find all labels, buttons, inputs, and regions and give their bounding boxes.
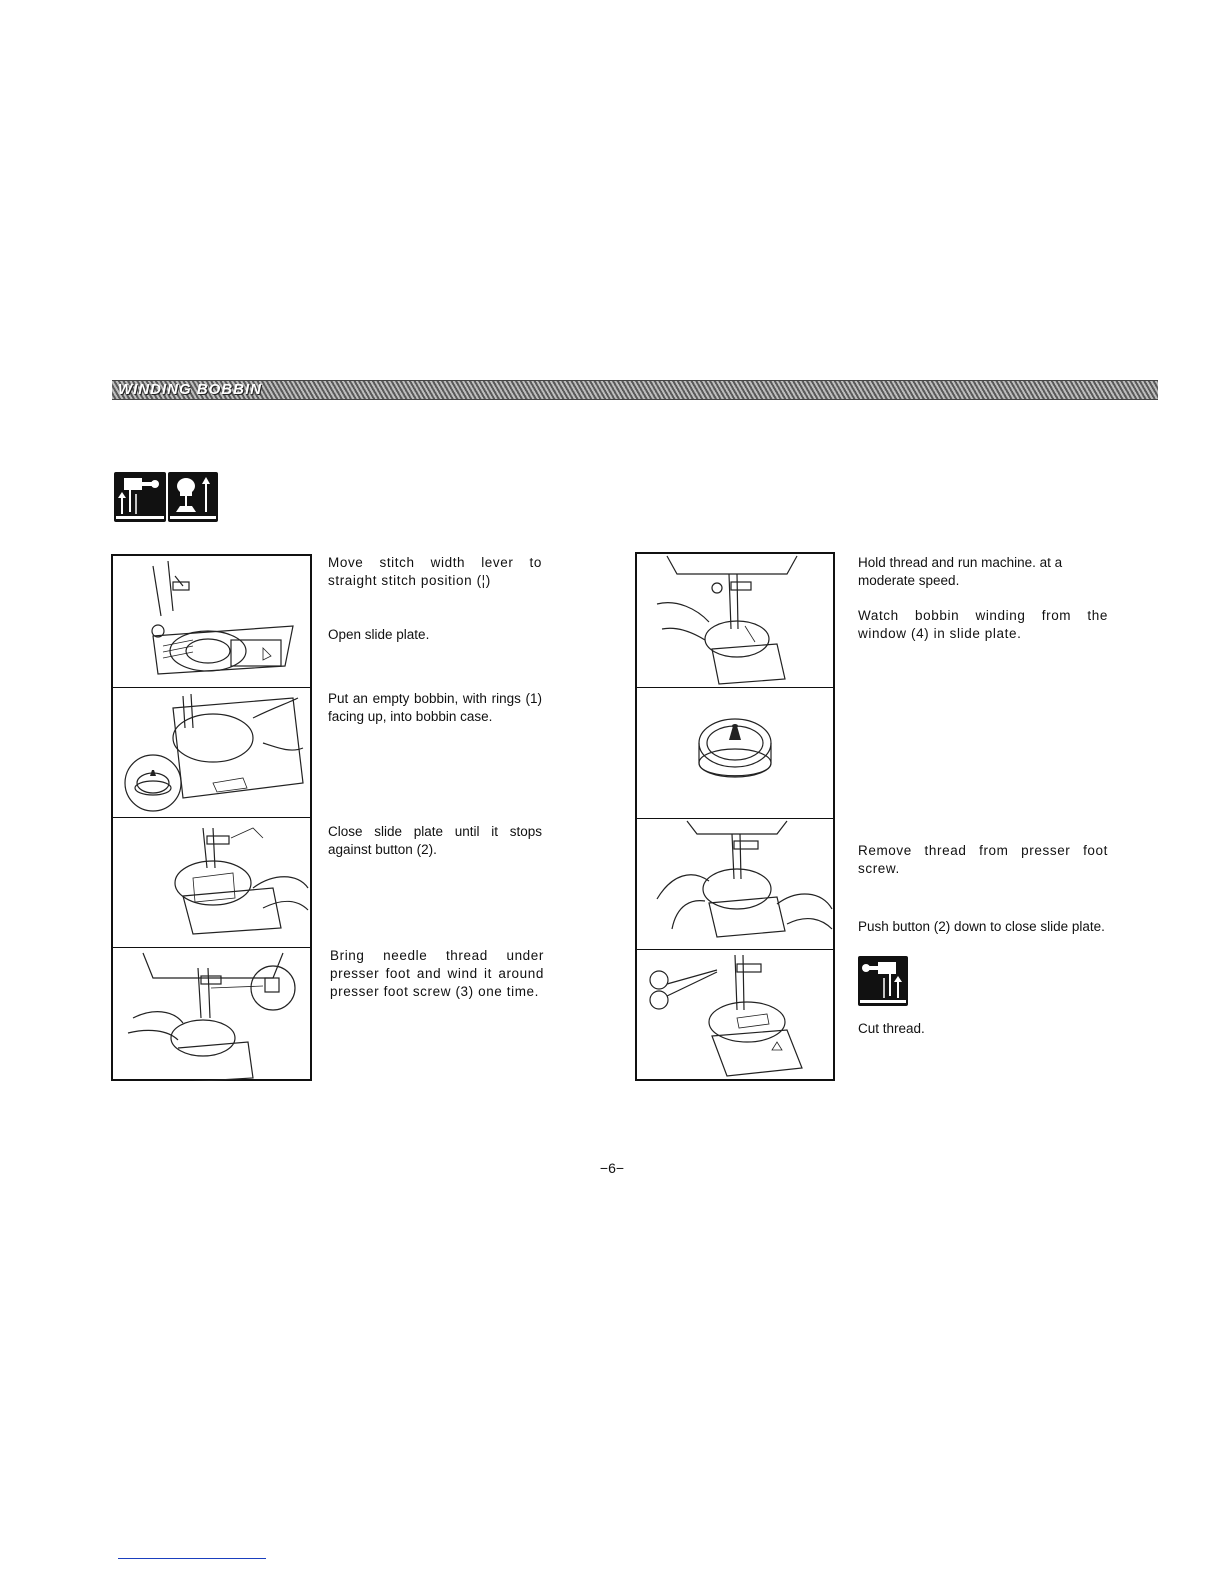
needle-up-icon <box>114 472 166 522</box>
step-move-stitch-lever: Move stitch width lever to straight stitch position (¦) <box>328 555 542 588</box>
step-open-slide-plate: Open slide plate. <box>328 627 430 642</box>
illustration-run-machine <box>637 554 833 687</box>
illustration-cut-thread <box>637 949 833 1081</box>
step-insert-bobbin: Put an empty bobbin, with rings (1) facing up, into bobbin case. <box>328 691 542 724</box>
illustration-wind-thread <box>113 947 310 1081</box>
illustration-stitch-lever <box>113 556 310 687</box>
section-title: WINDING BOBBIN <box>118 381 262 398</box>
step-cut-thread: Cut thread. <box>858 1021 925 1036</box>
right-illustration-panel <box>635 552 835 1081</box>
presser-foot-up-icon <box>168 472 218 522</box>
illustration-wound-bobbin <box>637 687 833 818</box>
step-watch-winding: Watch bobbin winding from the window (4) in slide plate. <box>858 608 1108 641</box>
illustration-bobbin-case <box>113 687 310 817</box>
step-wind-thread: Bring needle thread under presser foot and wind it around presser foot screw (3) one time. <box>330 948 544 999</box>
footer-rule <box>118 1558 266 1559</box>
illustration-close-slide-plate <box>113 817 310 947</box>
illustration-remove-thread <box>637 818 833 949</box>
needle-up-icon <box>858 956 908 1006</box>
step-push-button: Push button (2) down to close slide plate. <box>858 919 1105 934</box>
step-run-machine: Hold thread and run machine. at a moderate speed. <box>858 555 1063 588</box>
step-remove-thread: Remove thread from presser foot screw. <box>858 843 1108 876</box>
section-banner <box>112 380 1158 400</box>
step-close-slide-plate: Close slide plate until it stops against button (2). <box>328 824 542 857</box>
page-number: −6− <box>599 1160 625 1176</box>
left-illustration-panel <box>111 554 312 1081</box>
